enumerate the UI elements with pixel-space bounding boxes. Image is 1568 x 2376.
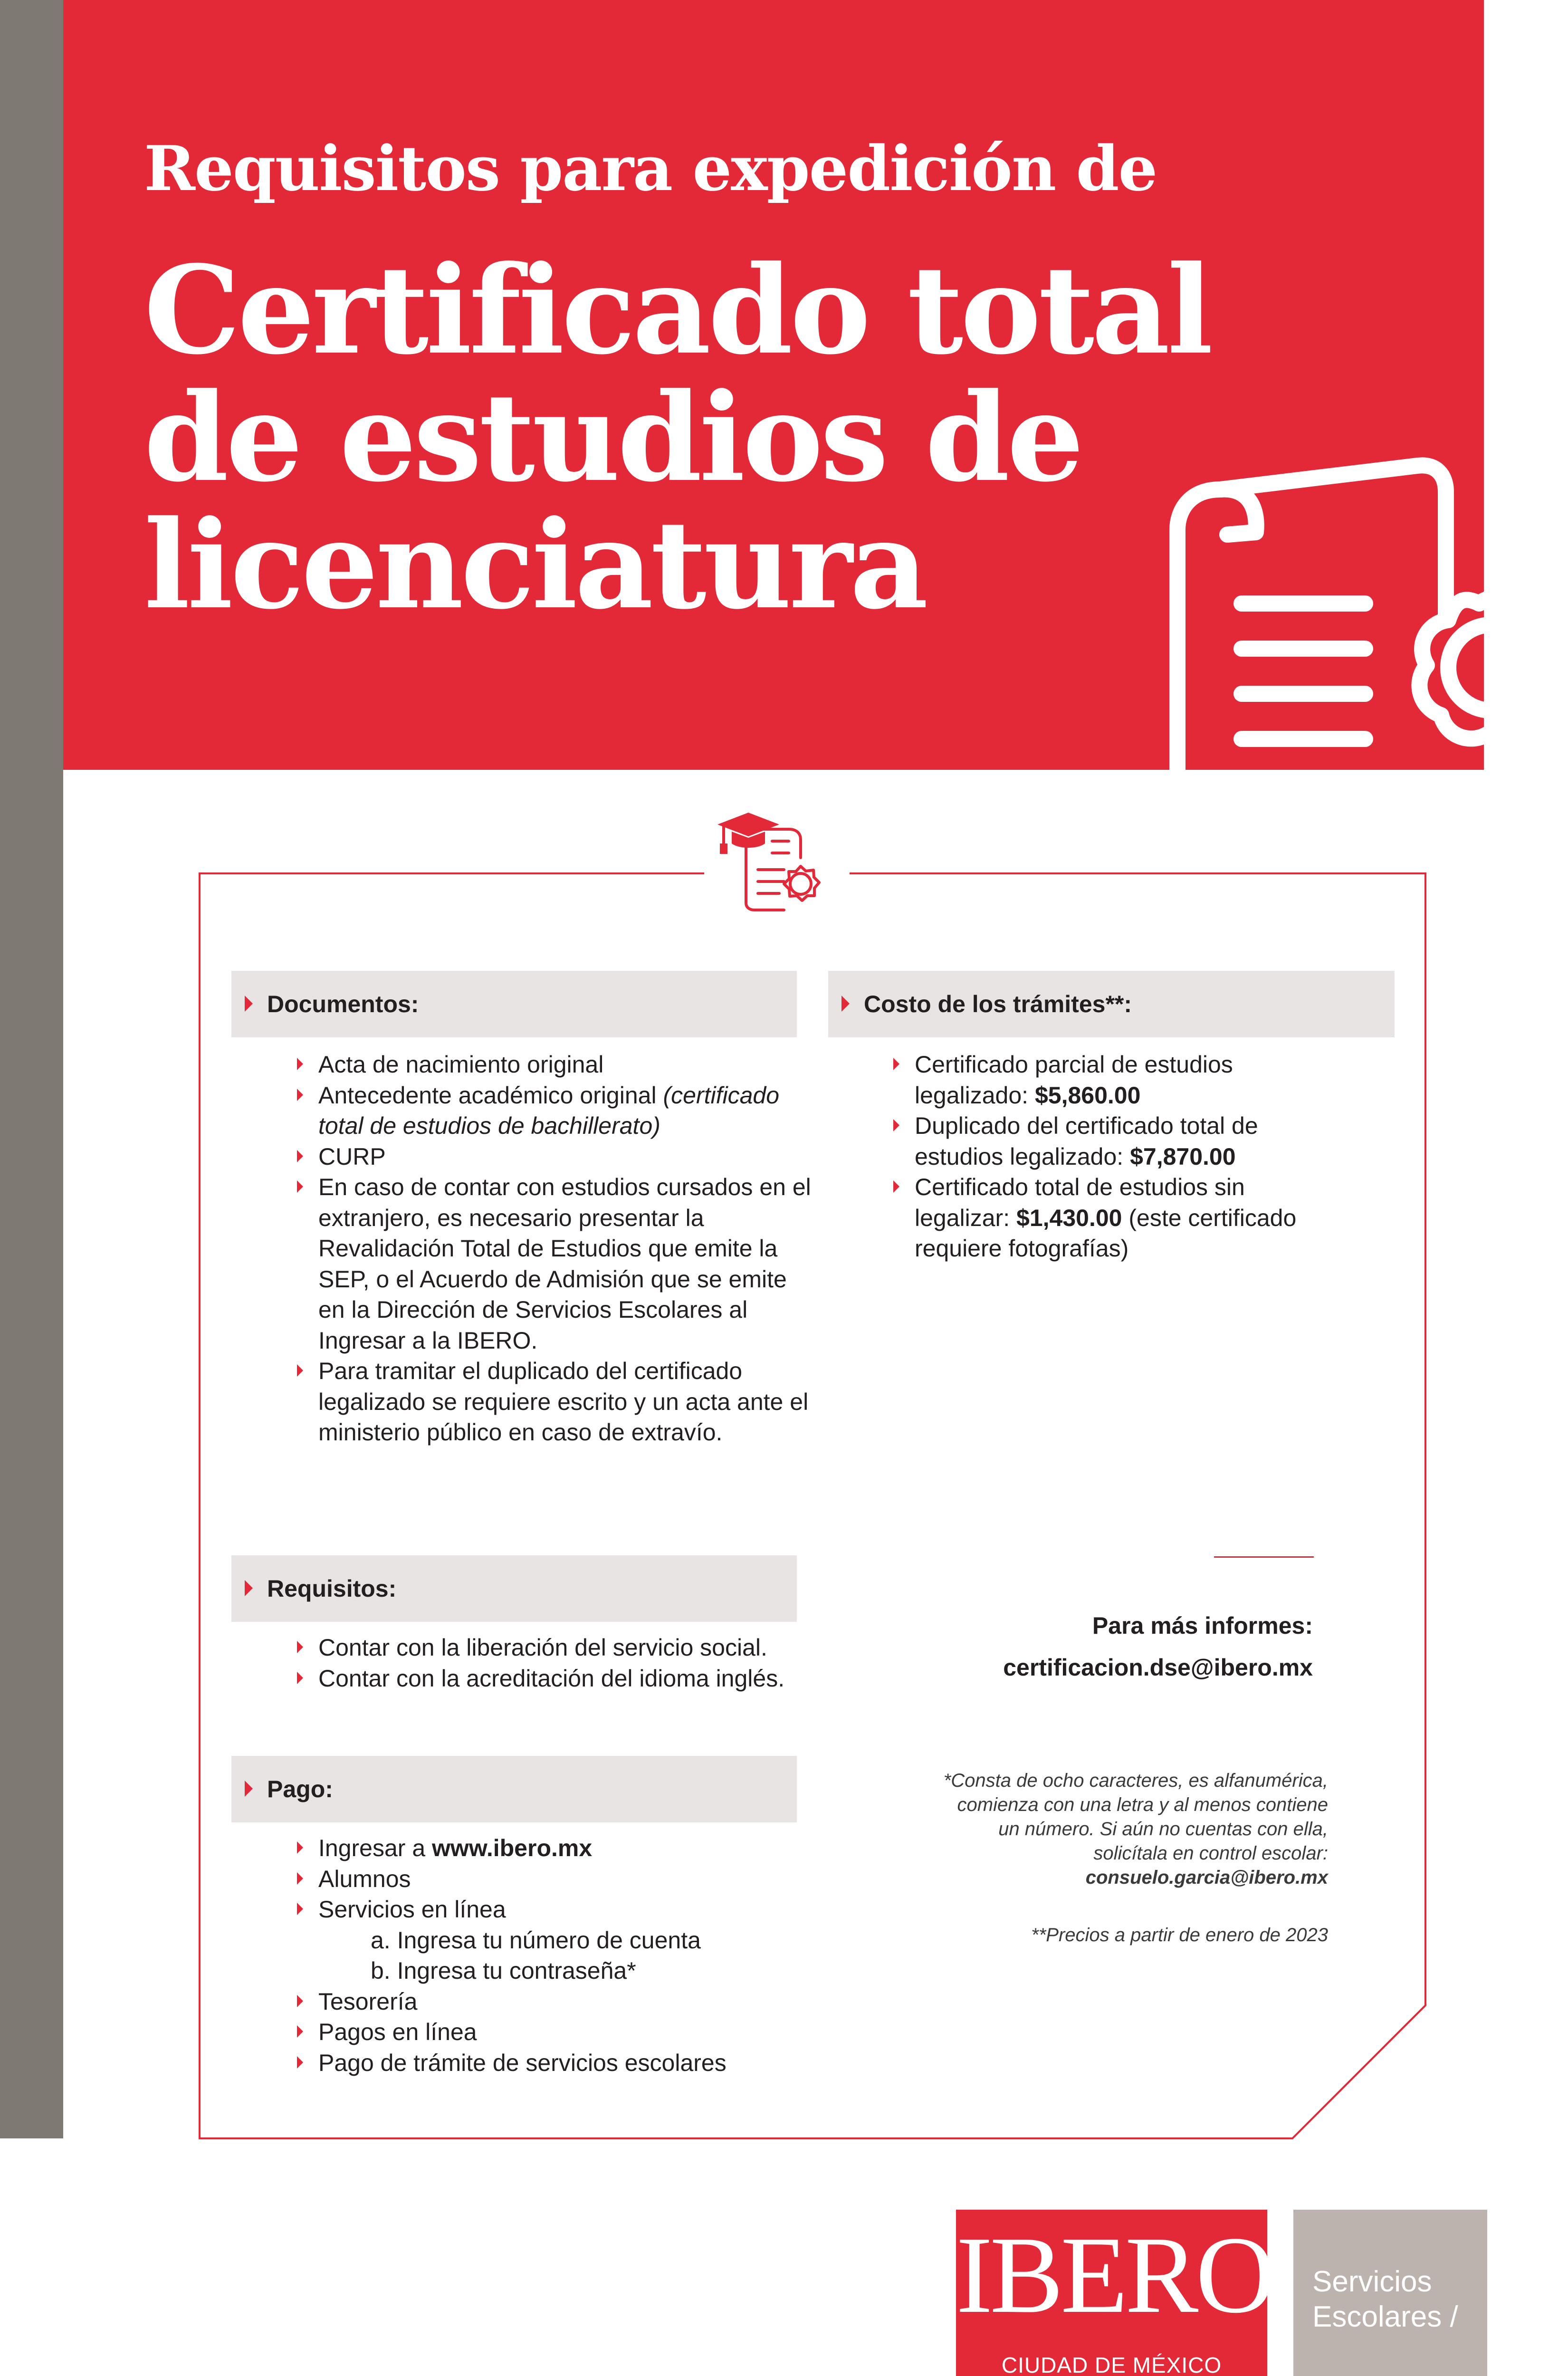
password-note: *Consta de ocho caracteres, es alfanumérica, comienza con una letra y al menos contiene un número. Si aún no cuentas con ella, solicítala en control escolar: consuelo.garcia@ibero.mx <box>943 1770 1328 1888</box>
pago-heading: Pago: <box>267 1776 333 1802</box>
ibero-website-link: www.ibero.mx <box>432 1835 593 1861</box>
section-header-pago <box>231 1756 797 1822</box>
ibero-logo-word: IBERO <box>956 2214 1272 2336</box>
requisitos-heading: Requisitos: <box>267 1575 397 1602</box>
list-item: Pago de trámite de servicios escolares <box>297 2048 817 2079</box>
caret-right-icon <box>245 1781 253 1797</box>
list-item: Para tramitar el duplicado del certificado legalizado se requiere escrito y un acta ante el ministerio público en caso de extravío. <box>297 1356 817 1448</box>
list-item: Certificado parcial de estudios legalizado: $5,860.00 <box>893 1049 1321 1111</box>
caret-right-icon <box>245 1580 253 1596</box>
hero-title-line-3: licenciatura <box>144 494 926 636</box>
caret-right-icon <box>245 996 253 1012</box>
hero-banner <box>63 0 1484 770</box>
contact-email: consuelo.garcia@ibero.mx <box>1085 1867 1328 1888</box>
list-item: Antecedente académico original (certificado total de estudios de bachillerato) <box>297 1080 817 1141</box>
pago-list <box>297 1833 817 2078</box>
hero-subtitle: Requisitos para expedición de <box>144 132 1157 205</box>
hero-title <box>144 240 1211 636</box>
prices-note: **Precios a partir de enero de 2023 <box>1031 1925 1328 1945</box>
list-item: Acta de nacimiento original <box>297 1049 817 1080</box>
list-subitem: a. Ingresa tu número de cuenta <box>371 1926 701 1954</box>
list-item: CURP <box>297 1141 817 1172</box>
list-item: Servicios en línea <box>297 1894 817 1925</box>
costos-list <box>893 1049 1321 1264</box>
section-header-documentos <box>231 971 797 1037</box>
list-item: Certificado total de estudios sin legalizar: $1,430.00 (este certificado requiere fotografías) <box>893 1172 1321 1264</box>
list-item: Alumnos <box>297 1864 817 1895</box>
info-email: certificacion.dse@ibero.mx <box>1003 1654 1313 1681</box>
list-item: Duplicado del certificado total de estudios legalizado: $7,870.00 <box>893 1111 1321 1172</box>
info-divider <box>1214 1556 1314 1558</box>
list-item: Ingresar a www.ibero.mx <box>297 1833 817 1864</box>
requisitos-list <box>297 1632 817 1694</box>
list-item: Pagos en línea <box>297 2017 817 2048</box>
graduation-certificate-icon <box>713 805 827 915</box>
certificate-document-icon <box>1137 447 1484 770</box>
info-label: Para más informes: <box>1092 1612 1313 1639</box>
servicios-escolares-logo: Servicios Escolares / <box>1293 2210 1487 2376</box>
list-item: Contar con la liberación del servicio social. <box>297 1632 817 1663</box>
hero-title-line-2: de estudios de <box>144 367 1081 509</box>
list-subitem: b. Ingresa tu contraseña* <box>371 1957 636 1984</box>
caret-right-icon <box>841 996 850 1012</box>
left-side-bar <box>0 0 63 2138</box>
section-header-requisitos <box>231 1555 797 1622</box>
costos-heading: Costo de los trámites**: <box>864 991 1132 1017</box>
documentos-heading: Documentos: <box>267 991 419 1017</box>
list-item: En caso de contar con estudios cursados en el extranjero, es necesario presentar la Revalidación Total de Estudios que emite la SEP, o el Acuerdo de Admisión que se emite en la Dirección de Servicios Escolares al Ingresar a la IBERO. <box>297 1172 817 1356</box>
list-item: Tesorería <box>297 1986 817 2017</box>
ibero-logo-city: CIUDAD DE MÉXICO <box>1001 2353 1222 2376</box>
documentos-list <box>297 1049 817 1448</box>
list-item: Contar con la acreditación del idioma inglés. <box>297 1663 817 1694</box>
ibero-logo <box>956 2210 1272 2376</box>
section-header-costos <box>828 971 1395 1037</box>
hero-title-line-1: Certificado total <box>144 240 1211 382</box>
